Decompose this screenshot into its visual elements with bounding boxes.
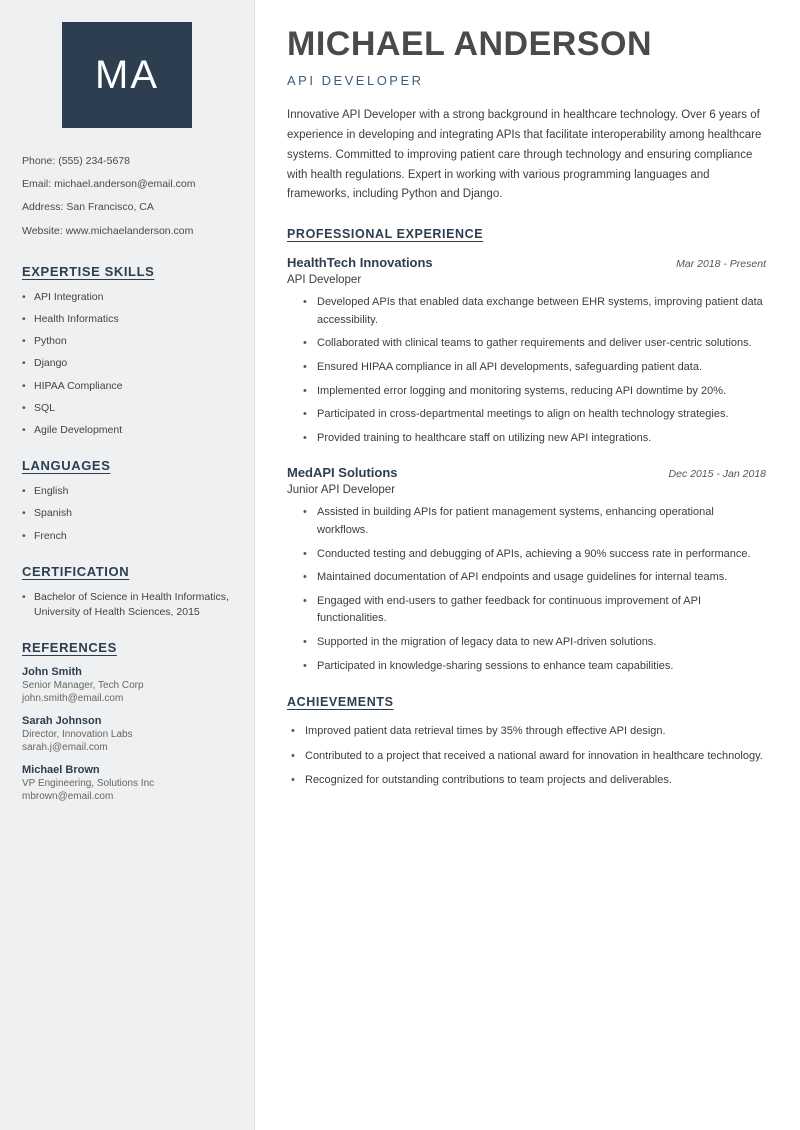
list-item: • Python	[22, 334, 232, 349]
main-content	[255, 0, 800, 1130]
list-item: • Provided training to healthcare staff on utilizing new API integrations.	[303, 430, 766, 448]
avatar-initials: MA	[95, 52, 159, 97]
sidebar	[0, 0, 255, 1130]
employment-dates: Dec 2015 - Jan 2018	[668, 468, 766, 481]
list-item: • Maintained documentation of API endpoints and usage guidelines for internal teams.	[303, 569, 766, 587]
experience-entry	[287, 465, 766, 675]
company-name: HealthTech Innovations	[287, 255, 433, 271]
list-item: • Participated in knowledge-sharing sessions to enhance team capabilities.	[303, 658, 766, 676]
contact-website: Website: www.michaelanderson.com	[22, 224, 194, 237]
list-item: • Conducted testing and debugging of APIs, achieving a 90% success rate in performance.	[303, 546, 766, 564]
list-item: • Assisted in building APIs for patient management systems, enhancing operational workflows.	[303, 504, 766, 539]
job-role: Junior API Developer	[287, 484, 396, 497]
certification-section	[22, 564, 232, 620]
list-item: • SQL	[22, 401, 232, 416]
experience-entry	[287, 255, 766, 447]
contact-address: Address: San Francisco, CA	[22, 201, 154, 214]
reference-item	[22, 715, 232, 753]
list-item: • Bachelor of Science in Health Informatics, University of Health Sciences, 2015	[22, 590, 232, 620]
job-title: API DEVELOPER	[287, 73, 424, 89]
list-item: • Health Informatics	[22, 312, 232, 327]
contact-phone: Phone: (555) 234-5678	[22, 155, 130, 167]
list-item: • Contributed to a project that received a national award for innovation in healthcare technology.	[291, 748, 766, 766]
reference-name: Michael Brown	[22, 764, 100, 777]
experience-header	[287, 465, 766, 480]
certification-heading: CERTIFICATION	[22, 563, 130, 579]
expertise-skills-list	[22, 290, 232, 439]
reference-role: Senior Manager, Tech Corp	[22, 680, 144, 692]
experience-header	[287, 255, 766, 270]
list-item: • Recognized for outstanding contributions to team projects and deliverables.	[291, 772, 766, 790]
list-item: • Developed APIs that enabled data exchange between EHR systems, improving patient data accessibility.	[303, 294, 766, 329]
page-title: MICHAEL ANDERSON	[287, 25, 653, 63]
list-item: • Supported in the migration of legacy data to new API-driven solutions.	[303, 634, 766, 652]
achievements-section	[287, 695, 766, 790]
list-item: • Engaged with end-users to gather feedback for continuous improvement of API functionalities.	[303, 593, 766, 628]
avatar	[62, 22, 192, 128]
list-item: • Spanish	[22, 506, 232, 521]
reference-role: VP Engineering, Solutions Inc	[22, 778, 155, 790]
reference-item	[22, 666, 232, 704]
certification-list	[22, 590, 232, 620]
list-item: • Ensured HIPAA compliance in all API developments, safeguarding patient data.	[303, 359, 766, 377]
list-item: • French	[22, 529, 232, 544]
experience-bullets	[287, 504, 766, 675]
professional-experience-section	[287, 227, 766, 675]
employment-dates: Mar 2018 - Present	[676, 258, 766, 271]
list-item: • Agile Development	[22, 423, 232, 438]
languages-list	[22, 484, 232, 544]
list-item: • HIPAA Compliance	[22, 379, 232, 394]
experience-bullets	[287, 294, 766, 447]
references-section	[22, 640, 232, 802]
reference-name: Sarah Johnson	[22, 715, 102, 728]
list-item: • Collaborated with clinical teams to gather requirements and deliver user-centric solutions.	[303, 335, 766, 353]
languages-heading: LANGUAGES	[22, 458, 111, 474]
expertise-skills-heading: EXPERTISE SKILLS	[22, 263, 155, 279]
reference-item	[22, 764, 232, 802]
profile-summary: Innovative API Developer with a strong background in healthcare technology. Over 6 years of experience in developing and integrating APIs that facilitate interoperability among healthcare systems. Committed to improving patient care through technology and ensuring compliance with health regulations. Expert in working with various programming languages and frameworks, including Python and Django.	[287, 109, 762, 201]
references-heading: REFERENCES	[22, 640, 117, 656]
list-item: • Django	[22, 356, 232, 371]
job-role: API Developer	[287, 274, 362, 287]
list-item: • Improved patient data retrieval times by 35% through effective API design.	[291, 723, 766, 741]
reference-email: sarah.j@email.com	[22, 742, 108, 754]
contact-email: Email: michael.anderson@email.com	[22, 178, 196, 191]
list-item: • Implemented error logging and monitoring systems, reducing API downtime by 20%.	[303, 383, 766, 401]
achievements-list	[287, 723, 766, 790]
languages-section	[22, 458, 232, 544]
list-item: • English	[22, 484, 232, 499]
reference-email: mbrown@email.com	[22, 791, 114, 803]
list-item: • Participated in cross-departmental meetings to align on health technology strategies.	[303, 406, 766, 424]
list-item: • API Integration	[22, 290, 232, 305]
reference-name: John Smith	[22, 666, 82, 679]
reference-role: Director, Innovation Labs	[22, 729, 133, 741]
professional-experience-heading: PROFESSIONAL EXPERIENCE	[287, 227, 484, 242]
contact-list	[22, 154, 232, 238]
achievements-heading: ACHIEVEMENTS	[287, 695, 394, 710]
reference-email: john.smith@email.com	[22, 693, 124, 705]
company-name: MedAPI Solutions	[287, 465, 398, 481]
expertise-skills-section	[22, 264, 232, 439]
